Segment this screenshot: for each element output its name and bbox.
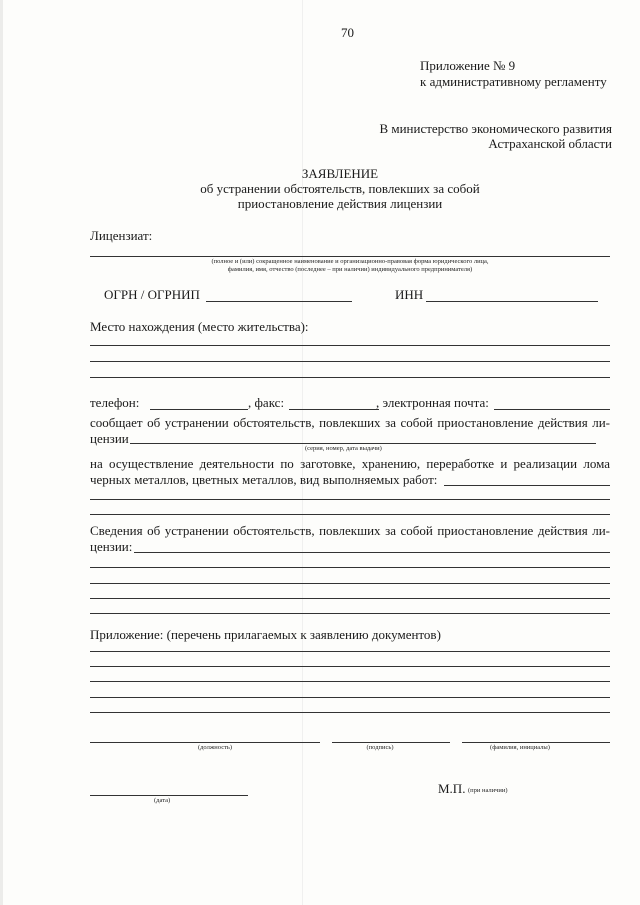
email-line[interactable] (494, 409, 610, 410)
info-line-1: Сведения об устранении обстоятельств, повлекших за собой приостановление действия ли- (90, 523, 610, 538)
addressee-line-2: Астраханской области (488, 136, 612, 151)
info-line-2: цензии: (90, 539, 133, 554)
phone-label: телефон: (90, 395, 140, 410)
fax-line[interactable] (289, 409, 379, 410)
inn-label: ИНН (395, 287, 424, 302)
info-line-input-2[interactable] (90, 567, 610, 568)
work-type-line-1[interactable] (444, 485, 610, 486)
report-line-4: черных металлов, цветных металлов, вид выполняемых работ: (90, 472, 438, 487)
work-type-line-2[interactable] (90, 499, 610, 500)
info-line-input-5[interactable] (90, 613, 610, 614)
position-hint: (должность) (197, 744, 233, 751)
report-line-2: цензии (90, 431, 129, 446)
licensee-label: Лицензиат: (90, 228, 153, 243)
report-line-3: на осуществление деятельности по заготовке, хранению, переработке и реализации лома (90, 456, 610, 471)
addressee-line-1: В министерство экономического развития (379, 121, 612, 136)
location-line-3[interactable] (90, 377, 610, 378)
date-hint: (дата) (154, 797, 171, 804)
ogrn-label: ОГРН / ОГРНИП (104, 287, 200, 302)
attachment-line-1[interactable] (90, 651, 610, 652)
fax-label: , факс: (248, 395, 285, 410)
location-line-1[interactable] (90, 345, 610, 346)
info-line-input-1[interactable] (134, 552, 610, 553)
phone-line[interactable] (150, 409, 248, 410)
stamp-label: М.П. (438, 781, 466, 796)
license-details-hint: (серия, номер, дата выдачи) (305, 445, 382, 452)
attachment-line-2[interactable] (90, 666, 610, 667)
report-line-1: сообщает об устранении обстоятельств, повлекших за собой приостановление действия ли- (90, 415, 610, 430)
page-number: 70 (341, 25, 354, 40)
location-label: Место нахождения (место жительства): (90, 319, 309, 334)
attachment-label: Приложение: (перечень прилагаемых к заявлению документов) (90, 627, 441, 642)
document-subtitle-1: об устранении обстоятельств, повлекших за собой (200, 181, 480, 196)
document-subtitle-2: приостановление действия лицензии (237, 196, 443, 211)
attachment-line-4[interactable] (90, 697, 610, 698)
position-line[interactable] (90, 742, 320, 743)
date-line[interactable] (90, 795, 248, 796)
signature-line[interactable] (332, 742, 450, 743)
attachment-line-3[interactable] (90, 681, 610, 682)
scan-left-edge (0, 0, 3, 905)
full-name-line[interactable] (462, 742, 610, 743)
license-details-line[interactable] (130, 443, 596, 444)
appendix-line-2: к административному регламенту (420, 74, 607, 89)
attachment-line-5[interactable] (90, 712, 610, 713)
info-line-input-4[interactable] (90, 598, 610, 599)
info-line-input-3[interactable] (90, 583, 610, 584)
location-line-2[interactable] (90, 361, 610, 362)
stamp-hint: (при наличии) (468, 787, 508, 794)
signature-hint: (подпись) (366, 744, 394, 751)
inn-line[interactable] (426, 301, 598, 302)
scan-fold-line (302, 0, 303, 905)
licensee-hint-1: (полное и (или) сокращенное наименование и организационно-правовая форма юридического лица, (211, 258, 489, 265)
full-name-hint: (фамилия, инициалы) (490, 744, 550, 751)
appendix-line-1: Приложение № 9 (420, 58, 516, 73)
document-title: ЗАЯВЛЕНИЕ (301, 166, 379, 181)
licensee-name-line[interactable] (90, 256, 610, 257)
email-label: , электронная почта: (376, 395, 489, 410)
ogrn-line[interactable] (206, 301, 352, 302)
work-type-line-3[interactable] (90, 514, 610, 515)
licensee-hint-2: фамилия, имя, отчество (последнее – при наличии) индивидуального предпринимателя) (227, 266, 473, 273)
